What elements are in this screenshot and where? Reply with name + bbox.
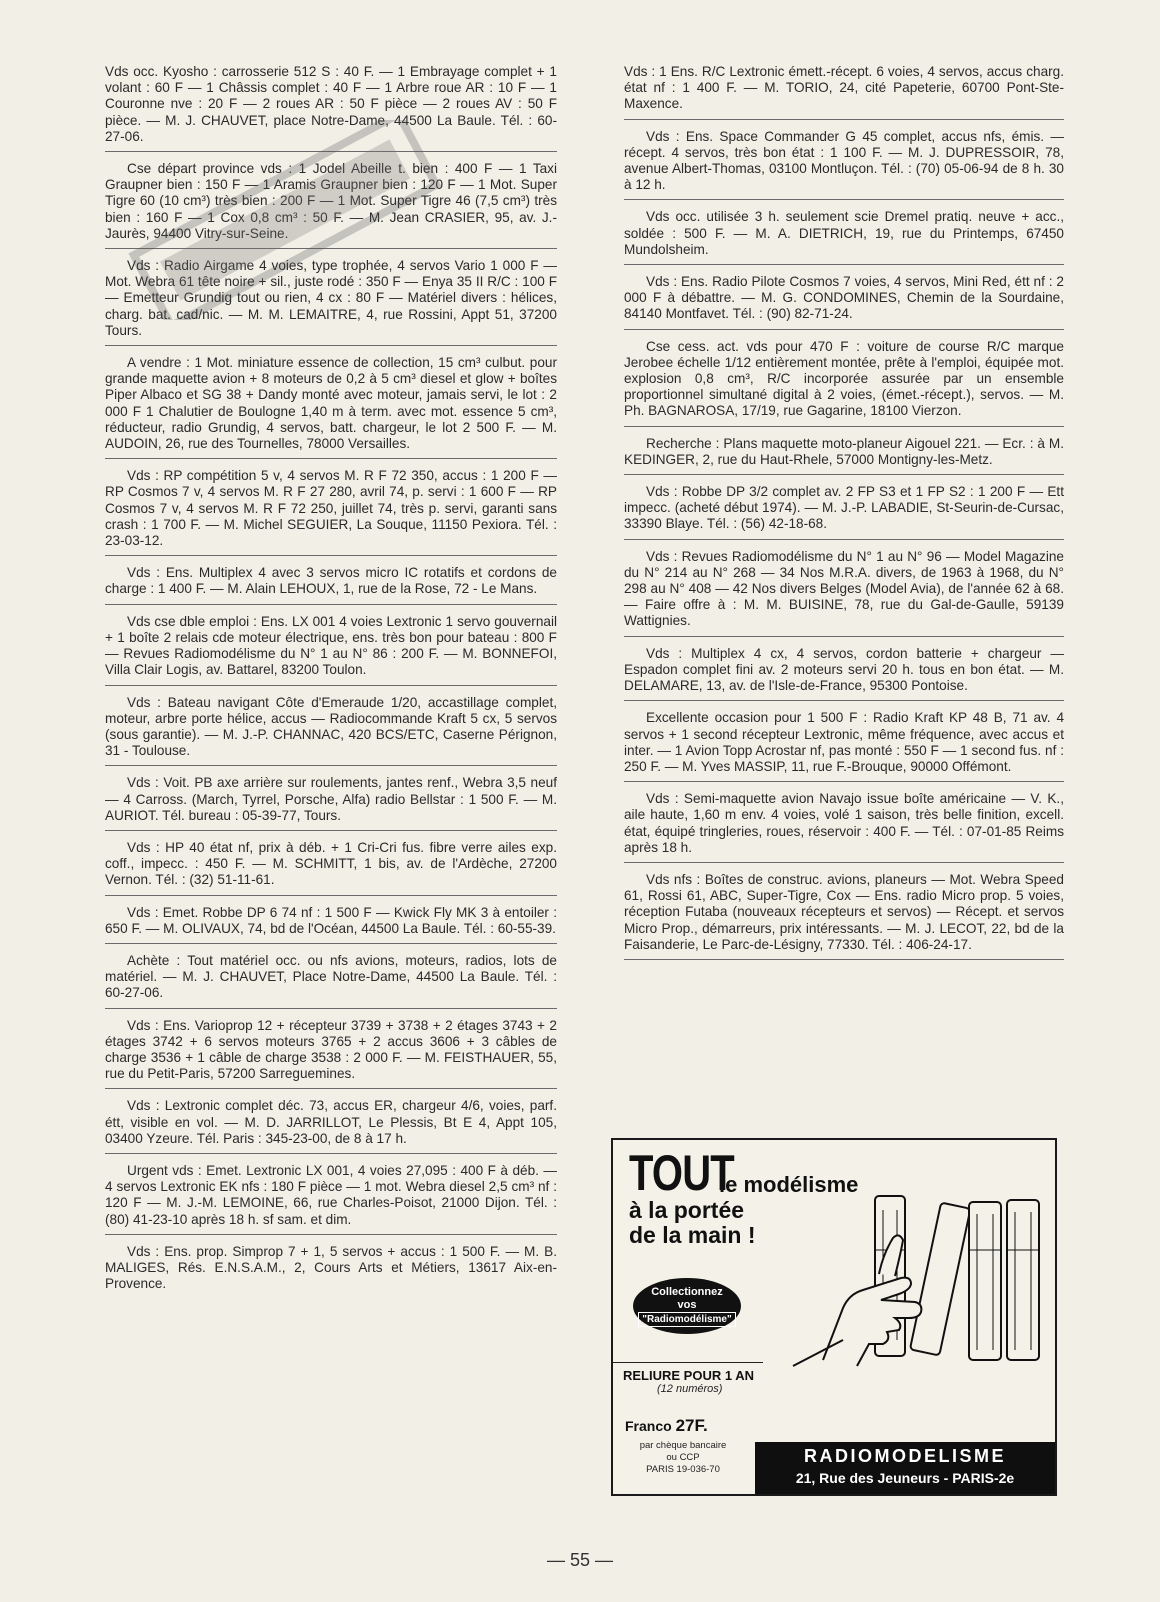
classified-ad: Vds : Ens. Varioprop 12 + récepteur 3739 + 3738 + 2 étages 3743 + 2 étages 3742 + 6 servos moteurs 3765 + 2 accus 3606 + 3 câbles de charge 3536 + 1 câble de charge 3538 : 2 000 F. — M. FEISTHAUER, 55, rue du Petit-Paris, 57200 Sarreguemines. bbox=[105, 1016, 557, 1090]
classified-ad: Vds : 1 Ens. R/C Lextronic émett.-récept. 6 voies, 4 servos, accus charg. état nf : 1 400 F. — M. TORIO, 24, cité Papeterie, 60700 Pont-Ste-Maxence. bbox=[624, 62, 1064, 120]
classified-ad: Vds : Emet. Robbe DP 6 74 nf : 1 500 F — Kwick Fly MK 3 à entoiler : 650 F. — M. OLIVAUX, 74, bd de l'Océan, 44500 La Baule. Tél. : 60-55-39. bbox=[105, 903, 557, 944]
promo-slogan-line: à la portée bbox=[629, 1197, 745, 1223]
binder-offer-detail: (12 numéros) bbox=[657, 1383, 723, 1395]
classified-ad: Vds : Ens. Radio Pilote Cosmos 7 voies, 4 servos, Mini Red, étt nf : 2 000 F à débattre. — M. G. CONDOMINES, Chemin de la Sourdaine, 84140 Montfavet. Tél. : (90) 82-71-24. bbox=[624, 272, 1064, 330]
payment-line: ou CCP bbox=[666, 1452, 700, 1463]
classified-ad: Vds occ. utilisée 3 h. seulement scie Dremel pratiq. neuve + acc., soldée : 500 F. — M. A. DIETRICH, 19, rue du Printemps, 67450 Mundolsheim. bbox=[624, 207, 1064, 265]
collect-badge bbox=[633, 1278, 741, 1334]
classified-ad: Recherche : Plans maquette moto-planeur Aigouel 221. — Ecr. : à M. KEDINGER, 2, rue du Haut-Rhele, 57000 Montigny-les-Metz. bbox=[624, 434, 1064, 475]
classified-ad: Vds : Radio Airgame 4 voies, type trophée, 4 servos Vario 1 000 F — Mot. Webra 61 tête noire + sil., juste rodé : 350 F — Enya 35 II R/C : 100 F — Emetteur Grundig tout ou rien, 4 cx : 80 F — Matériel divers : hélices, charg. bat. cad/nic. — M. M. LEMAITRE, 4, rue Rossini, Appt 51, 37200 Tours. bbox=[105, 256, 557, 346]
publisher-banner bbox=[755, 1442, 1055, 1494]
binder-offer: RELIURE POUR 1 AN bbox=[623, 1368, 754, 1383]
payment-info bbox=[623, 1440, 743, 1476]
promo-divider bbox=[613, 1362, 763, 1363]
classifieds-left-column bbox=[105, 62, 557, 1305]
page-number: — 55 — bbox=[546, 1550, 614, 1570]
classified-ad: Vds : Ens. Space Commander G 45 complet, accus nfs, émis. — récept. 4 servos, très bon état : 1 100 F. — M. J. DUPRESSOIR, 78, avenue Albert-Thomas, 03100 Montluçon. Tél. : (70) 05-06-94 de 8 h. 30 à 12 h. bbox=[624, 127, 1064, 201]
promo-headline: TOUT bbox=[629, 1145, 734, 1201]
radiomodelisme-binder-advertisement bbox=[611, 1138, 1057, 1496]
classified-ad: Vds : Bateau navigant Côte d'Emeraude 1/20, accastillage complet, moteur, arbre porte hélice, accus — Radiocommande Kraft 5 cx, 5 servos (sous garantie). — M. J.-P. CHANNAC, 420 BCS/ETC, Caserne Pérignon, 31 - Toulouse. bbox=[105, 693, 557, 767]
price-label: Franco bbox=[625, 1418, 672, 1434]
classified-ad: Vds occ. Kyosho : carrosserie 512 S : 40 F. — 1 Embrayage complet + 1 volant : 60 F — 1 Châssis complet : 40 F — 1 Arbre roue AR : 10 F — 1 Couronne nve : 20 F — 2 roues AR : 50 F pièce — 2 roues AV : 50 F pièce. — M. J. CHAUVET, place Notre-Dame, 44500 La Baule. Tél. : 60-27-06. bbox=[105, 62, 557, 152]
publisher-name: RADIOMODELISME bbox=[803, 1446, 1006, 1466]
classified-ad: Vds : HP 40 état nf, prix à déb. + 1 Cri-Cri fus. fibre verre ailes exp. coff., impecc. : 450 F. — M. SCHMITT, 1 bis, av. de l'Ardèche, 27200 Vernon. Tél. : (32) 51-11-61. bbox=[105, 838, 557, 896]
classified-ad: Vds : Ens. Multiplex 4 avec 3 servos micro IC rotatifs et cordons de charge : 1 400 F. — M. Alain LEHOUX, 1, rue de la Rose, 72 - Le Mans. bbox=[105, 563, 557, 604]
classified-ad: Vds : Robbe DP 3/2 complet av. 2 FP S3 et 1 FP S2 : 1 200 F — Ett impecc. (acheté début 1974). — M. J.-P. LABADIE, St-Seurin-de-Cursac, 33390 Blaye. Tél. : (56) 42-18-68. bbox=[624, 482, 1064, 540]
classifieds-right-column bbox=[624, 62, 1064, 967]
promo-tagline: le modélisme bbox=[719, 1172, 859, 1197]
classified-ad: A vendre : 1 Mot. miniature essence de collection, 15 cm³ culbut. pour grande maquette avion + 8 moteurs de 0,2 à 5 cm³ diesel et glow + boîtes Piper Albaco et SG 38 + Dandy monté avec moteur, jamais servi, le lot : 2 000 F 1 Chalutier de Boulogne 1,40 m à term. avec mot. essence 5 cm³, réducteur, radio Grundig, 4 servos, batt. chargeur, le lot 2 500 F. — M. AUDOIN, 26, rue des Tournelles, 78000 Versailles. bbox=[105, 353, 557, 459]
payment-line: par chèque bancaire bbox=[639, 1440, 727, 1451]
classified-ad: Vds : Ens. prop. Simprop 7 + 1, 5 servos + accus : 1 500 F. — M. B. MALIGES, Rés. E.N.S.A.M., 2, Cours Arts et Métiers, 13617 Aix-en-Provence. bbox=[105, 1243, 557, 1292]
promo-slogan-line: de la main ! bbox=[629, 1222, 756, 1248]
binder-price bbox=[625, 1416, 708, 1436]
classified-ad: Vds : Voit. PB axe arrière sur roulements, jantes renf., Webra 3,5 neuf — 4 Carross. (March, Tyrrel, Porsche, Alfa) radio Bellstar : 1 500 F. — M. AURIOT. Tél. bureau : 05-39-77, Tours. bbox=[105, 773, 557, 831]
classified-ad: Vds : Multiplex 4 cx, 4 servos, cordon batterie + chargeur — Espadon complet fini av. 2 moteurs servi 20 h. tous en bon état. — M. DELAMARE, 13, av. de l'Isle-de-France, 95300 Pontoise. bbox=[624, 644, 1064, 702]
classified-ad: Achète : Tout matériel occ. ou nfs avions, moteurs, radios, lots de matériel. — M. J. CHAUVET, Place Notre-Dame, 44500 La Baule. Tél. : 60-27-06. bbox=[105, 951, 557, 1009]
collect-badge-line: Collectionnez bbox=[651, 1286, 723, 1298]
classified-ad: Vds : RP compétition 5 v, 4 servos M. R F 72 350, accus : 1 200 F — RP Cosmos 7 v, 4 servos M. R F 27 280, avril 74, p. servi : 1 600 F — RP Cosmos 7 v, 4 servos M. R F 72 250, juillet 74, très p. servi, garanti sans crash : 1 700 F. — M. Michel SEGUIER, La Souque, 11150 Pexiora. Tél. : 23-03-12. bbox=[105, 466, 557, 556]
classified-ad: Urgent vds : Emet. Lextronic LX 001, 4 voies 27,095 : 400 F à déb. — 4 servos Lextronic EK nfs : 180 F pièce — 1 mot. Webra diesel 2,5 cm³ nf : 120 F — M. J.-M. LEMOINE, 66, rue Charles-Poisot, 21000 Dijon. Tél. : (80) 41-23-10 après 18 h. sf sam. et dim. bbox=[105, 1161, 557, 1235]
classified-ad: Cse départ province vds : 1 Jodel Abeille t. bien : 400 F — 1 Taxi Graupner bien : 150 F — 1 Aramis Graupner bien : 120 F — 1 Mot. Super Tigre 60 (10 cm³) très bien : 200 F — 1 Mot. Super Tigre 46 (7,5 cm³) très bien : 160 F — 1 Cox 0,8 cm³ : 50 F. — M. Jean CRASIER, 95, av. J.-Jaurès, 94400 Vitry-sur-Seine. bbox=[105, 159, 557, 249]
classified-ad: Vds : Lextronic complet déc. 73, accus ER, chargeur 4/6, voies, parf. étt, visible en vol. — M. D. JARRILLOT, Le Plessis, Bt E 4, Appt 105, 03400 Yzeure. Tél. Paris : 345-23-00, de 8 à 17 h. bbox=[105, 1096, 557, 1154]
publisher-address: 21, Rue des Jeuneurs - PARIS-2e bbox=[795, 1470, 1015, 1486]
payment-line: PARIS 19-036-70 bbox=[646, 1464, 720, 1475]
classified-ad: Vds : Revues Radiomodélisme du N° 1 au N° 96 — Model Magazine du N° 214 au N° 268 — 34 Nos M.R.A. divers, de 1963 à 1968, du N° 298 au N° 408 — 42 Nos divers Belges (Model Avia), de l'année 62 à 68. — Faire offre à : M. M. BUISINE, 78, rue du Gal-de-Gaulle, 59139 Wattignies. bbox=[624, 547, 1064, 637]
collect-badge-title: "Radiomodélisme" bbox=[638, 1312, 736, 1327]
price-value: 27F. bbox=[675, 1416, 708, 1435]
classified-ad: Vds nfs : Boîtes de construc. avions, planeurs — Mot. Webra Speed 61, Rossi 61, ABC, Super-Tigre, Cox — Ens. radio Micro prop. 5 voies, réception Futaba (nouveaux récepteurs et servos) — Récept. et servos Micro Prop., démarreurs, prix intéressants. — M. J. LECOT, 22, bd de la Faisanderie, Le Parc-de-Lésigny, 77330. Tél. : 406-24-17. bbox=[624, 870, 1064, 960]
classified-ad: Cse cess. act. vds pour 470 F : voiture de course R/C marque Jerobee échelle 1/12 entièrement montée, prête à l'emploi, équipée mot. explosion 0,8 cm³, R/C incorporée assurée par un ensemble proportionnel simultané digital à 2 voies, (émet.-récept.), servos. — M. Ph. BAGNAROSA, 17/19, rue Gagarine, 18100 Vierzon. bbox=[624, 337, 1064, 427]
classified-ad: Vds : Semi-maquette avion Navajo issue boîte américaine — V. K., aile haute, 1,60 m env. 4 voies, volé 1 saison, très belle finition, excell. état, équipé tringleries, roues, réservoir : 400 F. — Tél. : 07-01-85 Reims après 18 h. bbox=[624, 789, 1064, 863]
classified-ad: Excellente occasion pour 1 500 F : Radio Kraft KP 48 B, 71 av. 4 servos + 1 second récepteur Lextronic, même fréquence, avec accus et inter. — 1 Avion Topp Acrostar nf, pas monté : 550 F — 1 second fus. nf : 250 F. — M. Yves MASSIP, 11, rue F.-Brouque, 90000 Offémont. bbox=[624, 708, 1064, 782]
collect-badge-line: vos bbox=[677, 1299, 697, 1311]
hand-holding-binders-illustration bbox=[783, 1190, 1053, 1370]
promo-slogan bbox=[629, 1198, 756, 1248]
classified-ad: Vds cse dble emploi : Ens. LX 001 4 voies Lextronic 1 servo gouvernail + 1 boîte 2 relais cde moteur électrique, ens. très bon pour bateau : 800 F — Revues Radiomodélisme du N° 1 au N° 86 : 200 F. — M. BONNEFOI, Villa Clair Logis, av. Battarel, 83200 Toulon. bbox=[105, 612, 557, 686]
